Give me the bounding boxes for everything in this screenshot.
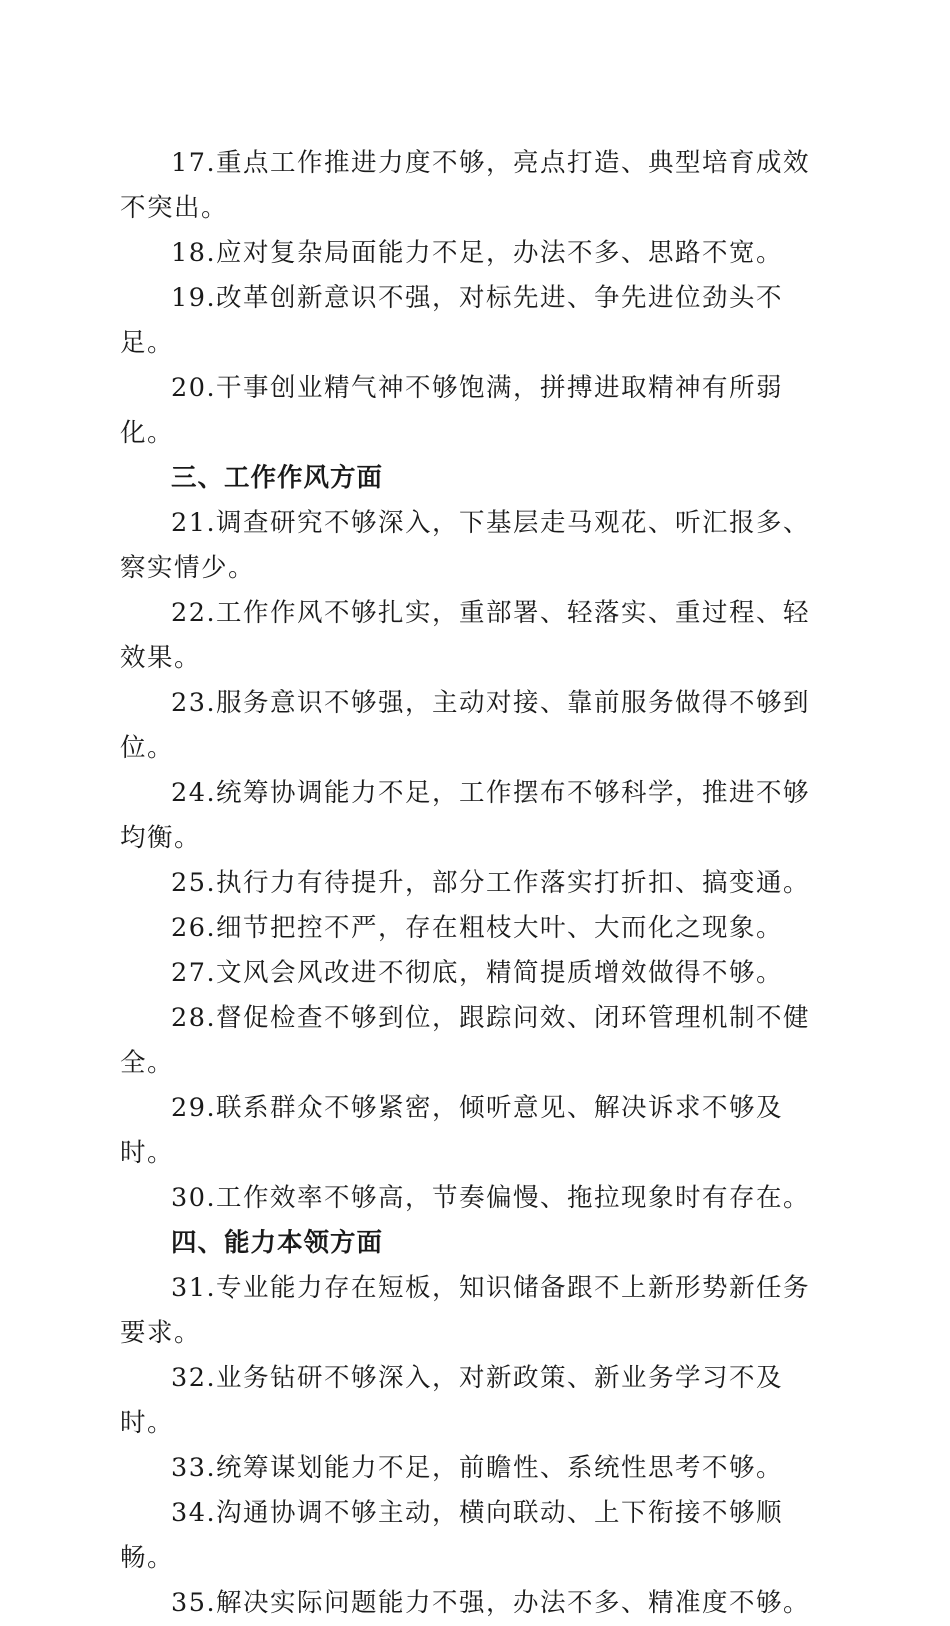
list-item-33: 33.统筹谋划能力不足，前瞻性、系统性思考不够。 <box>171 1453 784 1483</box>
list-item-28: 28.督促检查不够到位，跟踪问效、闭环管理机制不健全。 <box>120 1003 811 1078</box>
document-body <box>120 141 832 1626</box>
section-heading-ability: 四、能力本领方面 <box>171 1228 384 1258</box>
list-item-27: 27.文风会风改进不彻底，精简提质增效做得不够。 <box>171 958 784 988</box>
list-item-21: 21.调查研究不够深入，下基层走马观花、听汇报多、察实情少。 <box>120 508 811 583</box>
list-item-29: 29.联系群众不够紧密，倾听意见、解决诉求不够及时。 <box>120 1093 784 1168</box>
list-item-17: 17.重点工作推进力度不够，亮点打造、典型培育成效不突出。 <box>120 148 811 223</box>
section-heading-work-style: 三、工作作风方面 <box>171 463 384 493</box>
list-item-30: 30.工作效率不够高，节奏偏慢、拖拉现象时有存在。 <box>171 1183 811 1213</box>
list-item-24: 24.统筹协调能力不足，工作摆布不够科学，推进不够均衡。 <box>120 778 811 853</box>
list-item-26: 26.细节把控不严，存在粗枝大叶、大而化之现象。 <box>171 913 784 943</box>
list-item-22: 22.工作作风不够扎实，重部署、轻落实、重过程、轻效果。 <box>120 598 811 673</box>
list-item-31: 31.专业能力存在短板，知识储备跟不上新形势新任务要求。 <box>120 1273 811 1348</box>
list-item-20: 20.干事创业精气神不够饱满，拼搏进取精神有所弱化。 <box>120 373 784 448</box>
list-item-34: 34.沟通协调不够主动，横向联动、上下衔接不够顺畅。 <box>120 1498 784 1573</box>
list-item-19: 19.改革创新意识不强，对标先进、争先进位劲头不足。 <box>120 283 784 358</box>
list-item-25: 25.执行力有待提升，部分工作落实打折扣、搞变通。 <box>171 868 811 898</box>
list-item-23: 23.服务意识不够强，主动对接、靠前服务做得不够到位。 <box>120 688 811 763</box>
list-item-18: 18.应对复杂局面能力不足，办法不多、思路不宽。 <box>171 238 784 268</box>
list-item-32: 32.业务钻研不够深入，对新政策、新业务学习不及时。 <box>120 1363 784 1438</box>
list-item-35: 35.解决实际问题能力不强，办法不多、精准度不够。 <box>171 1588 811 1618</box>
